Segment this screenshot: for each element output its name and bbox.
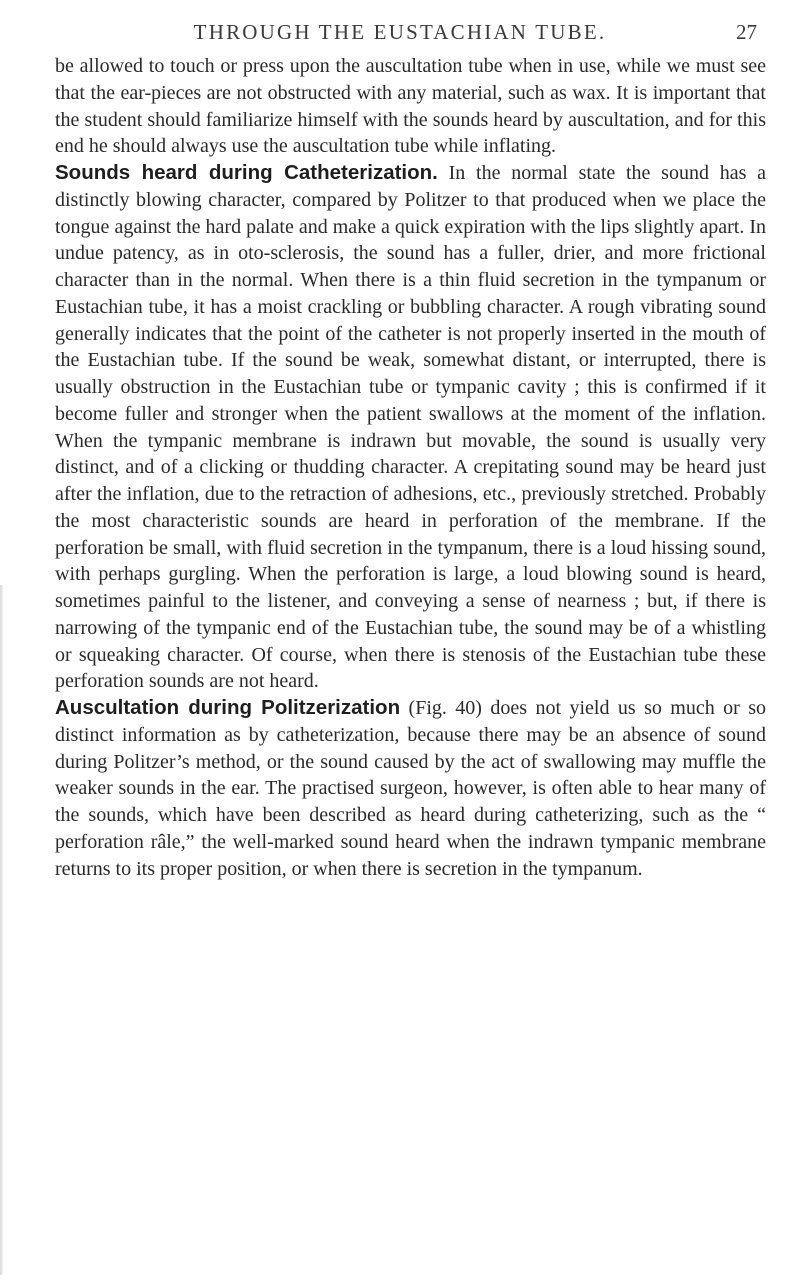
section-heading: Auscultation during Politzerization <box>55 696 401 719</box>
paragraph-text: be allowed to touch or press upon the auscultation tube when in use, while we must see that the ear-pieces are not obstructed with any material, such as wax. It is important that the student should familiarize himself with the sounds heard by auscultation, and for this end he should always use the auscultation tube while inflating. <box>55 55 766 158</box>
page-body <box>55 53 766 882</box>
page-header <box>0 20 800 46</box>
page-number: 27 <box>736 20 757 44</box>
paragraph-text: (Fig. 40) does not yield us so much or so distinct information as by catheterization, because there may be an absence of sound during Politzer’s method, or the sound caused by the act of swallowing may muffle the weaker sounds in the ear. The practised surgeon, however, is often able to hear many of the sounds, which have been described as heard during catheterizing, such as the “ perforation râle,” the well-marked sound heard when the indrawn tympanic membrane returns to its proper position, or when there is secretion in the tympanum. <box>55 697 767 880</box>
paragraph-continuation <box>55 53 766 160</box>
paragraph-catheterization-sounds <box>55 160 766 695</box>
page-edge-shadow <box>0 585 3 1275</box>
section-heading: Sounds heard during Catheterization. <box>55 161 438 184</box>
paragraph-text: In the normal state the sound has a distinctly blowing character, compared by Politzer to that produced when we place the tongue against the hard palate and make a quick expiration with the lips slightly apart. In undue patency, as in oto-sclerosis, the sound has a fuller, drier, and more frictional character than in the normal. When there is a thin fluid secretion in the tympanum or Eustachian tube, it has a moist crackling or bubbling character. A rough vibrating sound generally indicates that the point of the catheter is not properly inserted in the mouth of the Eustachian tube. If the sound be weak, somewhat distant, or interrupted, there is usually obstruction in the Eustachian tube or tympanic cavity ; this is confirmed if it become fuller and stronger when the patient swallows at the moment of the inflation. When the tympanic membrane is indrawn but movable, the sound is usually very distinct, and of a clicking or thudding character. A crepitating sound may be heard just after the inflation, due to the retraction of adhesions, etc., previously stretched. Probably the most characteristic sounds are heard in perforation of the membrane. If the perforation be small, with fluid secretion in the tympanum, there is a loud hissing sound, with perhaps gurgling. When the perforation is large, a loud blowing sound is heard, sometimes painful to the listener, and conveying a sense of nearness ; but, if there is narrowing of the tympanic end of the Eustachian tube, the sound may be of a whistling or squeaking character. Of course, when there is stenosis of the Eustachian tube these perforation sounds are not heard. <box>55 162 766 693</box>
running-head: THROUGH THE EUSTACHIAN TUBE. <box>193 20 607 44</box>
paragraph-politzerization <box>55 695 766 882</box>
